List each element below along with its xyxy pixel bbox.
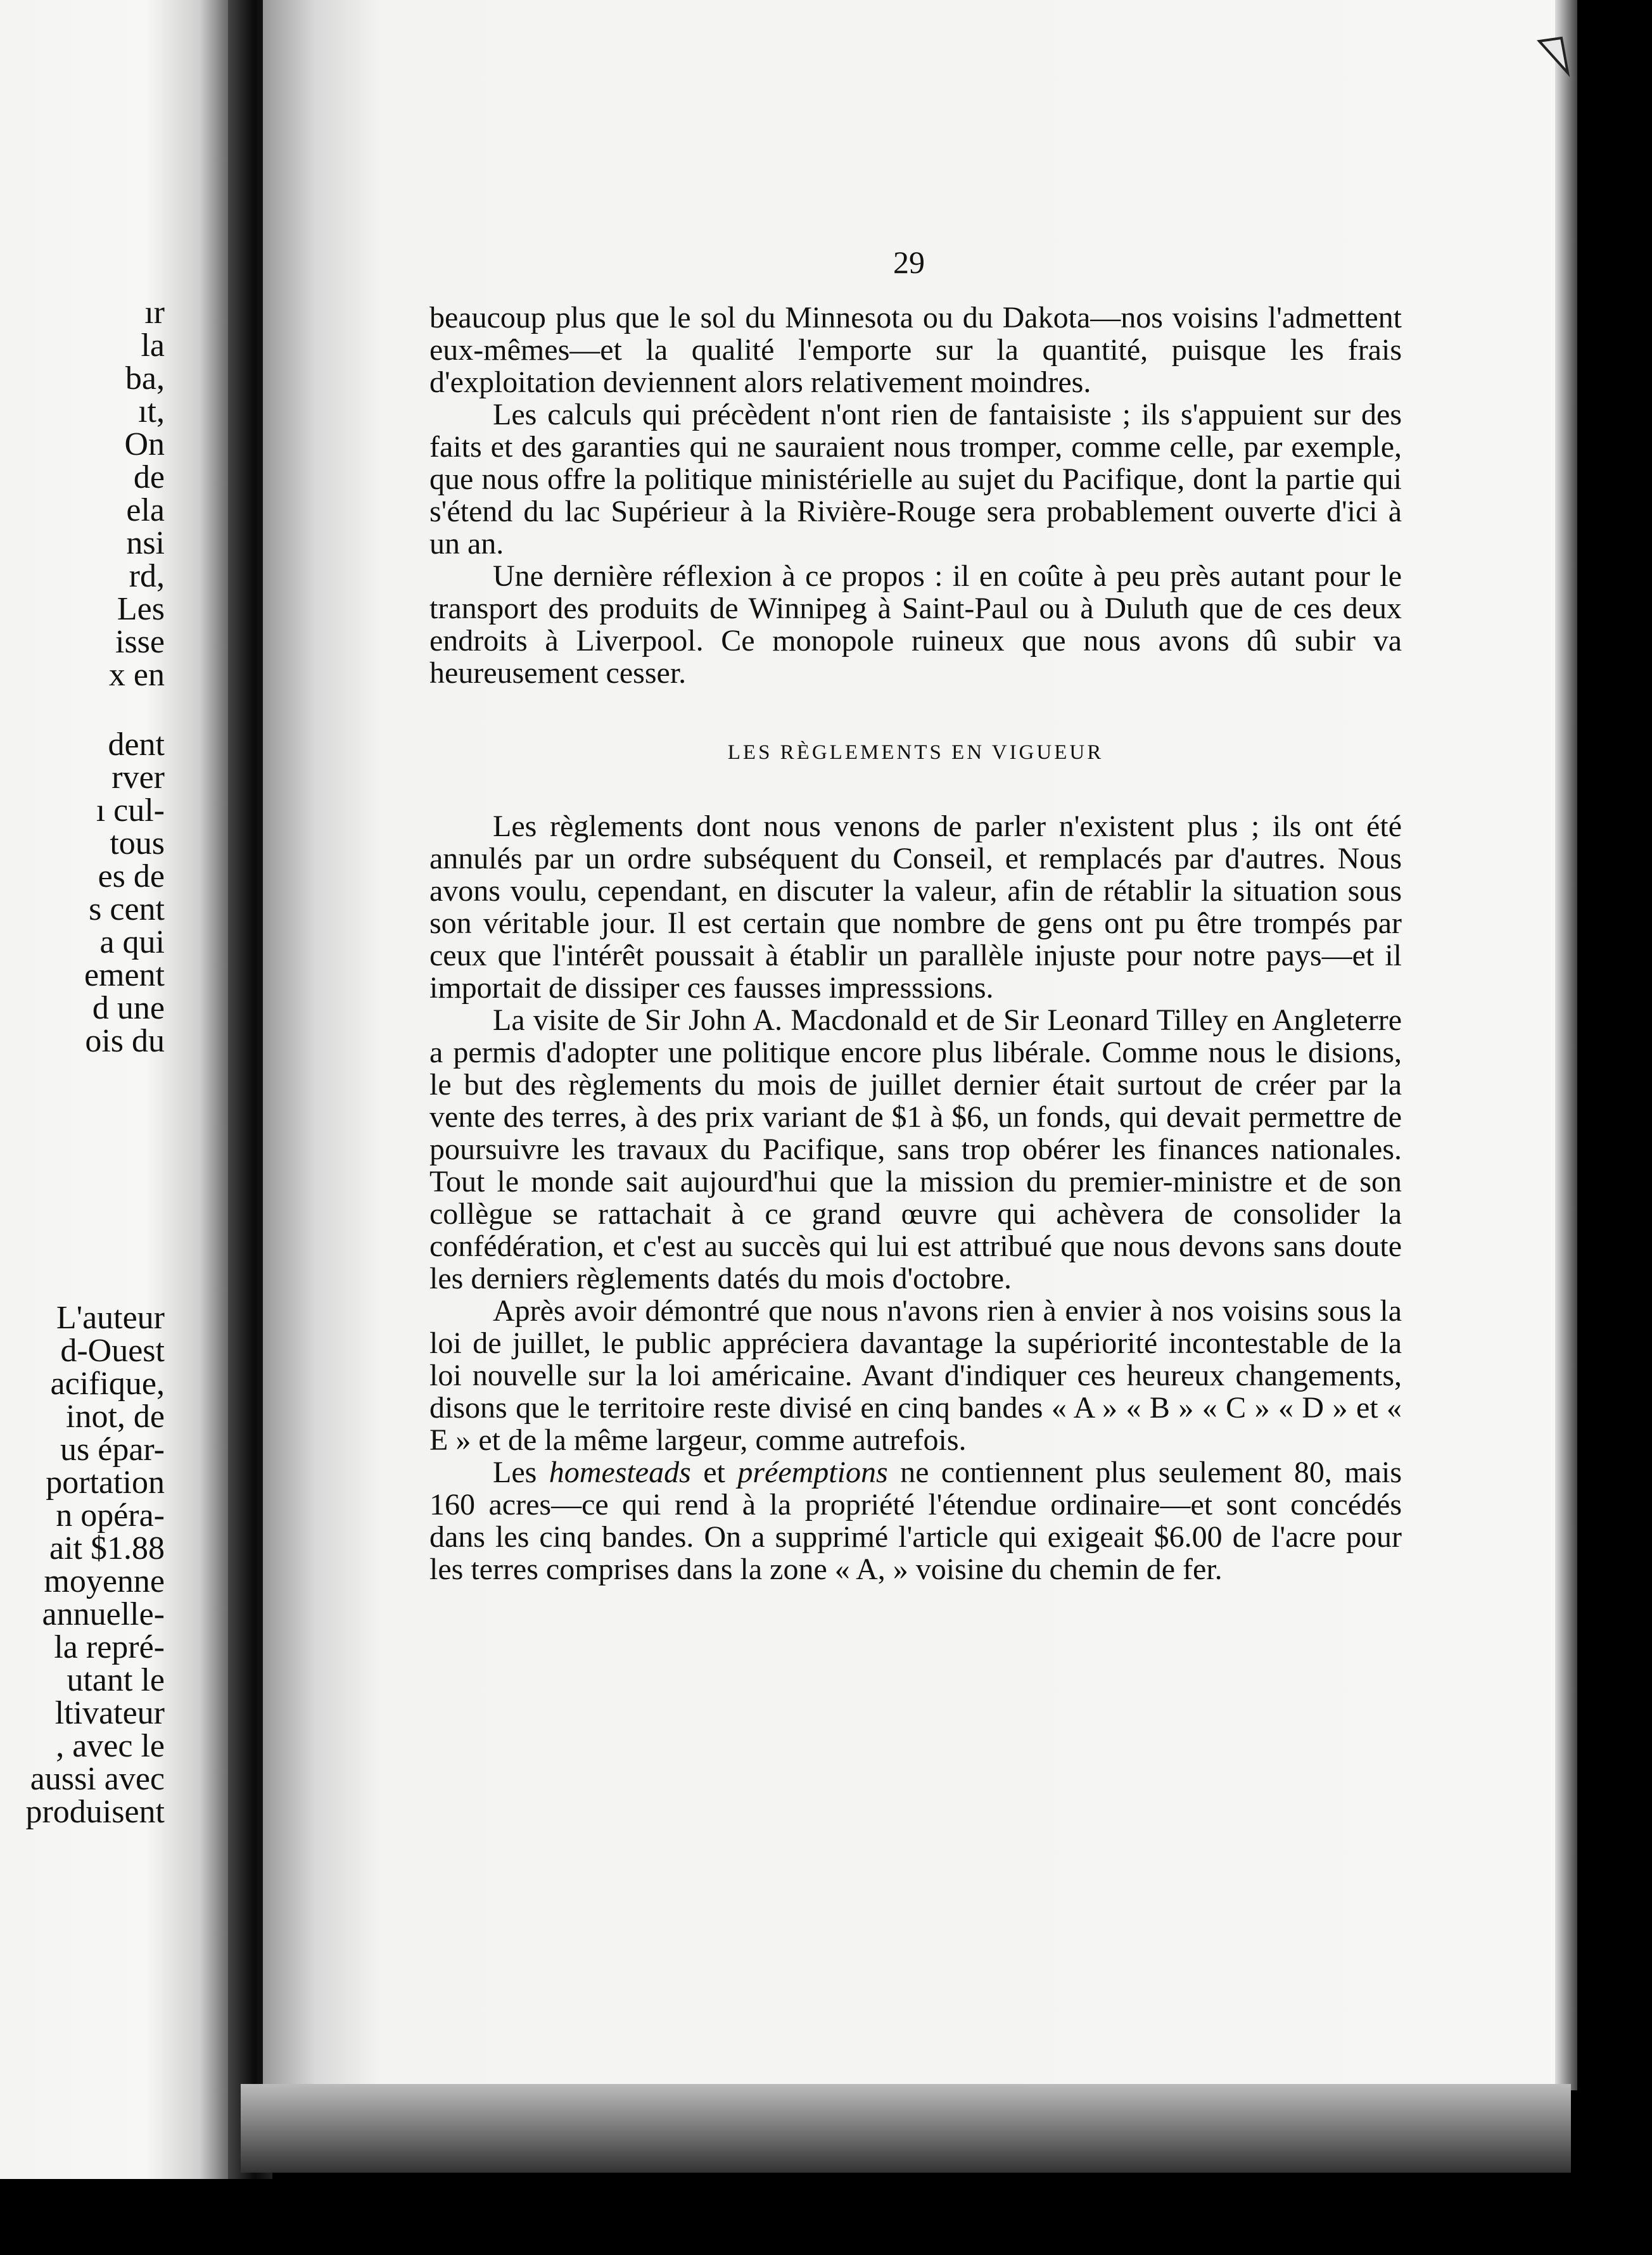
facing-page-fragment: L'auteur	[56, 1300, 165, 1336]
paragraph-homesteads: Les homesteads et préemptions ne contiennent plus seulement 80, mais 160 acres—ce qui rend à la propriété l'étendue ordinaire—et sont concédés dans les cinq bandes. On a supprimé l'article qui exigeait $6.00 de l'acre pour les terres comprises dans la zone « A, » voisine du chemin de fer.	[429, 1456, 1402, 1586]
facing-page-fragment: aussi avec	[30, 1761, 165, 1797]
facing-page-left	[0, 0, 266, 2179]
paragraph: Une dernière réflexion à ce propos : il en coûte à peu près autant pour le transport des produits de Winnipeg à Saint-Paul ou à Duluth que de ces deux endroits à Liverpool. Ce monopole ruineux que nous avons dû subir va heureusement cesser.	[429, 559, 1402, 690]
paragraph: Après avoir démontré que nous n'avons rien à envier à nos voisins sous la loi de juillet, le public appréciera davantage la supériorité incontestable de la loi nouvelle sur la loi américaine. Avant d'indiquer ces heureux changements, disons que le territoire reste divisé en cinq bandes « A » « B » « C » « D » et « E » et de la même largeur, comme autrefois.	[429, 1294, 1402, 1457]
facing-page-fragment: ır	[144, 295, 165, 331]
paragraph: La visite de Sir John A. Macdonald et de Sir Leonard Tilley en Angleterre a permis d'adopter une politique encore plus libérale. Comme nous le disions, le but des règlements du mois de juillet dernier était surtout de créer par la vente des terres, à des prix variant de $1 à $6, un fonds, qui devait permettre de poursuivre les travaux du Pacifique, sans trop obérer les finances nationales. Tout le monde sait aujourd'hui que la mission du premier-ministre et de son collègue se rattachait à ce grand œuvre qui achèvera de consolider la confédération, et c'est au succès qui lui est attribué que nous devons sans doute les derniers règlements datés du mois d'octobre.	[429, 1003, 1402, 1295]
facing-page-fragment: , avec le	[56, 1728, 165, 1764]
facing-page-fragment: n opéra-	[56, 1497, 165, 1534]
facing-page-fragment: portation	[46, 1464, 165, 1501]
page-corner-fold-icon	[1536, 35, 1571, 79]
facing-page-fragment: isse	[115, 624, 165, 660]
section-heading: LES RÈGLEMENTS EN VIGUEUR	[727, 741, 1104, 764]
paragraph: Les calculs qui précèdent n'ont rien de fantaisiste ; ils s'appuient sur des faits et des garanties qui ne sauraient nous tromper, comme celle, par exemple, que nous offre la politique ministérielle au sujet du Pacifique, dont la partie qui s'étend du lac Supérieur à la Rivière-Rouge sera probablement ouverte d'ici à un an.	[429, 398, 1402, 561]
facing-page-fragment: ela	[126, 492, 165, 528]
facing-page-fragment: a qui	[99, 924, 165, 960]
facing-page-fragment: la	[141, 327, 165, 364]
facing-page-fragment: nsi	[126, 525, 165, 561]
facing-page-fragment: la repré-	[54, 1629, 165, 1665]
page-body	[429, 302, 1402, 1585]
facing-page-fragment: us épar-	[60, 1432, 165, 1468]
facing-page-fragment: ıt,	[138, 393, 165, 429]
facing-page-fragment: d une	[92, 990, 165, 1026]
paragraph: Les règlements dont nous venons de parler n'existent plus ; ils ont été annulés par un ordre subséquent du Conseil, et remplacés par d'autres. Nous avons voulu, cependant, en discuter la valeur, afin de rétablir la situation sous son véritable jour. Il est certain que nombre de gens ont pu être trompés par ceux que l'intérêt poussait à établir un parallèle injuste pour notre pays—et il importait de dissiper ces fausses impresssions.	[429, 810, 1402, 1005]
facing-page-fragment: dent	[108, 727, 165, 763]
facing-page-fragment: On	[124, 426, 165, 462]
facing-page-fragment: ltivateur	[54, 1695, 165, 1731]
paragraph: beaucoup plus que le sol du Minnesota ou du Dakota—nos voisins l'admettent eux-mêmes—et la qualité l'emporte sur la quantité, puisque les frais d'exploitation deviennent alors relativement moindres.	[429, 301, 1402, 399]
italic-term: homesteads	[549, 1456, 691, 1489]
facing-page-fragment: ement	[84, 957, 165, 993]
facing-page-fragment: annuelle-	[42, 1596, 165, 1632]
facing-page-fragment: ı cul-	[96, 792, 165, 829]
facing-page-fragment: utant le	[67, 1662, 165, 1698]
facing-page-fragment: x en	[108, 657, 165, 693]
facing-page-fragment: ois du	[85, 1023, 165, 1059]
facing-page-fragment: acifique,	[50, 1366, 165, 1402]
facing-page-fragment: de	[133, 459, 165, 495]
facing-page-fragment: rver	[111, 759, 165, 796]
facing-page-fragment: s cent	[89, 891, 165, 927]
facing-page-fragment: Les	[117, 591, 165, 627]
italic-term: préemptions	[737, 1456, 888, 1489]
facing-page-fragment: rd,	[129, 558, 165, 594]
page-number: 29	[893, 245, 925, 280]
facing-page-fragment: produisent	[25, 1794, 165, 1830]
page-edge-shadow	[1555, 0, 1577, 2090]
facing-page-fragment: es de	[98, 858, 165, 894]
page-bottom-shadow	[241, 2084, 1571, 2173]
facing-page-fragment: tous	[110, 825, 165, 861]
facing-page-fragment: d-Ouest	[60, 1333, 165, 1369]
facing-page-fragment: ba,	[125, 360, 165, 397]
facing-page-fragment: moyenne	[44, 1563, 165, 1599]
facing-page-fragment: ait $1.88	[49, 1530, 165, 1566]
facing-page-fragment: inot, de	[66, 1399, 165, 1435]
